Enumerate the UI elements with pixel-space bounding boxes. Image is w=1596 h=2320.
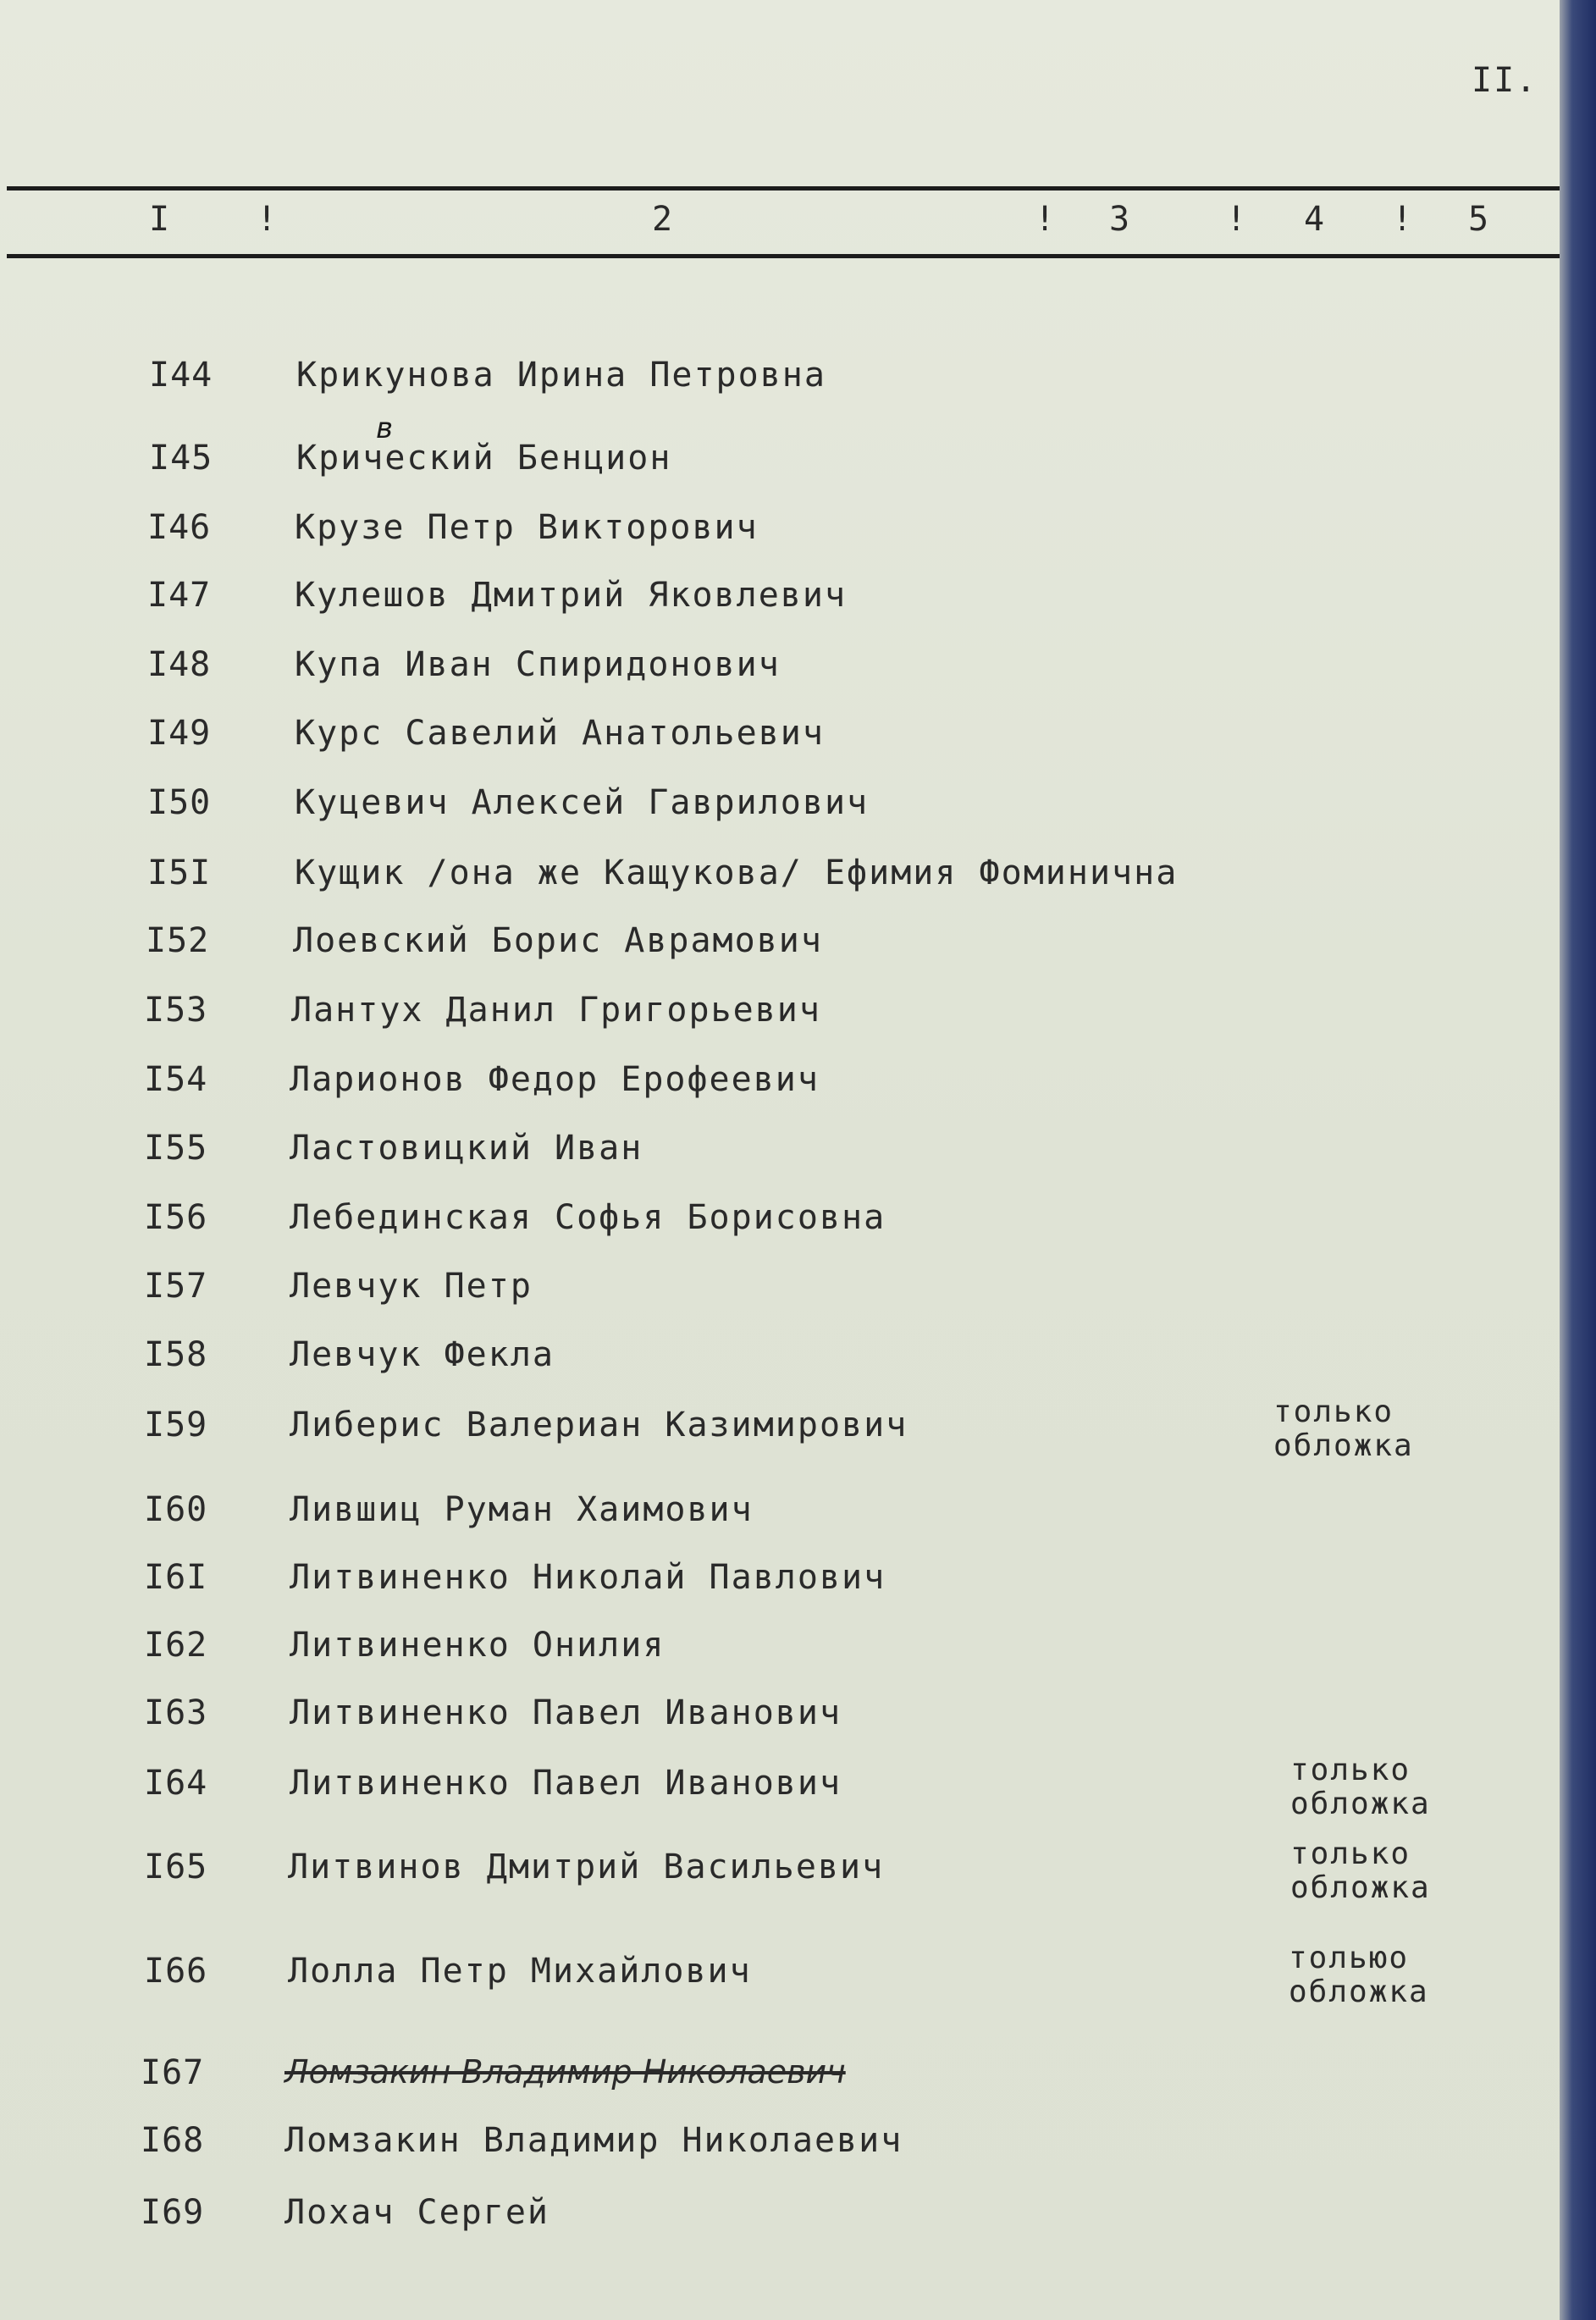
column-separator: ! (257, 200, 278, 239)
row-number: I68 (141, 2121, 205, 2160)
row-number: I63 (144, 1693, 208, 1732)
column-header-3: 3 (1109, 200, 1130, 239)
person-name: Лохач Сергей (284, 2193, 549, 2232)
row-number: I64 (144, 1764, 208, 1803)
person-name: Крузе Петр Викторович (295, 508, 759, 547)
column-separator: ! (1226, 200, 1247, 239)
row-number: I47 (147, 576, 212, 615)
person-name: Лебединская Софья Борисовна (290, 1198, 886, 1237)
row-number: I50 (147, 783, 212, 822)
row-number: I46 (147, 508, 212, 547)
page-number: II. (1472, 61, 1538, 100)
person-name: Литвиненко Павел Иванович (290, 1764, 842, 1803)
handwritten-insertion: в (376, 412, 394, 445)
column-header-4: 4 (1304, 200, 1325, 239)
row-number: I59 (144, 1406, 208, 1444)
row-number: I55 (144, 1129, 208, 1168)
row-number: I66 (144, 1952, 208, 1991)
column-header-5: 5 (1468, 200, 1489, 239)
row-number: I60 (144, 1490, 208, 1529)
person-name: Курс Савелий Анатольевич (295, 714, 825, 753)
row-number: I62 (144, 1626, 208, 1665)
row-number: I57 (144, 1267, 208, 1306)
row-number: I67 (141, 2053, 205, 2092)
row-number: I58 (144, 1335, 208, 1374)
person-name: Литвинов Дмитрий Васильевич (288, 1848, 885, 1886)
column-header-1: I (149, 200, 170, 239)
person-name: Лантух Данил Григорьевич (291, 991, 821, 1030)
row-number: I44 (149, 356, 213, 395)
person-name: Лолла Петр Михайлович (288, 1952, 752, 1991)
person-name: Либерис Валериан Казимирович (290, 1406, 908, 1444)
row-number: I48 (147, 645, 212, 684)
person-name: Лоевский Борис Аврамович (293, 921, 823, 960)
person-name: Ломзакин Владимир Николаевич (284, 2121, 903, 2160)
person-name: Крикунова Ирина Петровна (296, 356, 826, 395)
header-rule-top (7, 186, 1560, 191)
person-name: Крический Бенцион (296, 439, 672, 478)
row-number: I49 (147, 714, 212, 753)
person-name: Кулешов Дмитрий Яковлевич (295, 576, 848, 615)
row-note: только обложка (1290, 1837, 1431, 1905)
row-number: I54 (144, 1060, 208, 1099)
row-number: I52 (146, 921, 210, 960)
person-name: Кущик /она же Кащукова/ Ефимия Фоминична (295, 853, 1179, 892)
person-name: Литвиненко Онилия (290, 1626, 665, 1665)
page-edge-shadow (1560, 0, 1596, 2320)
struck-name: Ломзакин Владимир Николаевич (284, 2053, 846, 2091)
person-name: Ластовицкий Иван (290, 1129, 643, 1168)
person-name: Ларионов Федор Ерофеевич (290, 1060, 820, 1099)
person-name: Купа Иван Спиридонович (295, 645, 781, 684)
column-separator: ! (1392, 200, 1413, 239)
person-name: Литвиненко Николай Павлович (290, 1558, 886, 1597)
row-note: только обложка (1273, 1395, 1414, 1463)
person-name: Лившиц Руман Хаимович (290, 1490, 754, 1529)
row-number: I69 (141, 2193, 205, 2232)
row-number: I45 (149, 439, 213, 478)
column-header-2: 2 (652, 200, 673, 239)
person-name: Левчук Фекла (290, 1335, 555, 1374)
column-separator: ! (1035, 200, 1056, 239)
row-number: I5I (147, 853, 212, 892)
row-number: I56 (144, 1198, 208, 1237)
row-number: I65 (144, 1848, 208, 1886)
header-rule-bottom (7, 254, 1560, 258)
person-name: Литвиненко Павел Иванович (290, 1693, 842, 1732)
row-number: I6I (144, 1558, 208, 1597)
row-number: I53 (144, 991, 208, 1030)
person-name: Куцевич Алексей Гаврилович (295, 783, 870, 822)
row-note: только обложка (1290, 1753, 1431, 1821)
person-name: Левчук Петр (290, 1267, 533, 1306)
row-note: тольюо обложка (1289, 1941, 1429, 2009)
